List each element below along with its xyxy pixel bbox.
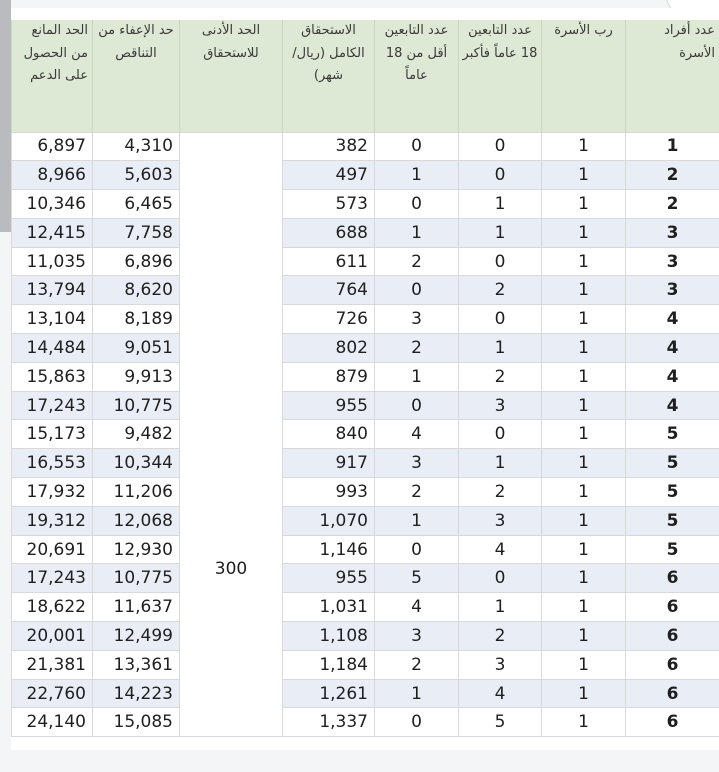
cell-dependents-under-18: 1 xyxy=(375,161,459,190)
cell-dependents-18-plus: 5 xyxy=(459,708,542,737)
cell-household-head: 1 xyxy=(542,391,626,420)
table-row xyxy=(12,535,719,564)
table-row xyxy=(12,679,719,708)
cell-full-eligibility: 840 xyxy=(283,420,375,449)
cell-dependents-under-18: 2 xyxy=(375,247,459,276)
cell-household-head: 1 xyxy=(542,449,626,478)
cell-household-head: 1 xyxy=(542,247,626,276)
cell-max-limit: 16,553 xyxy=(12,449,93,478)
header-household-head: رب الأسرة xyxy=(542,20,626,132)
cell-family-members: 5 xyxy=(626,535,719,564)
cell-household-head: 1 xyxy=(542,506,626,535)
cell-family-members: 6 xyxy=(626,708,719,737)
cell-full-eligibility: 726 xyxy=(283,305,375,334)
cell-max-limit: 24,140 xyxy=(12,708,93,737)
table-row xyxy=(12,564,719,593)
cell-dependents-18-plus: 0 xyxy=(459,132,542,161)
cell-dependents-under-18: 0 xyxy=(375,132,459,161)
cell-family-members: 6 xyxy=(626,650,719,679)
table-row xyxy=(12,708,719,737)
cell-dependents-18-plus: 1 xyxy=(459,190,542,219)
cell-family-members: 4 xyxy=(626,391,719,420)
cell-dependents-18-plus: 0 xyxy=(459,305,542,334)
cell-household-head: 1 xyxy=(542,564,626,593)
cell-full-eligibility: 382 xyxy=(283,132,375,161)
table-row xyxy=(12,190,719,219)
cell-dependents-18-plus: 2 xyxy=(459,622,542,651)
cell-max-limit: 17,932 xyxy=(12,478,93,507)
cell-dependents-under-18: 0 xyxy=(375,708,459,737)
cell-family-members: 6 xyxy=(626,564,719,593)
cell-dependents-under-18: 2 xyxy=(375,650,459,679)
cell-family-members: 4 xyxy=(626,362,719,391)
header-dependents-under-18: عدد التابعين أقل من 18 عاماً xyxy=(375,20,459,132)
table-row xyxy=(12,161,719,190)
cell-exemption-limit: 10,344 xyxy=(93,449,180,478)
cell-max-limit: 19,312 xyxy=(12,506,93,535)
cell-dependents-18-plus: 1 xyxy=(459,449,542,478)
cell-max-limit: 13,104 xyxy=(12,305,93,334)
cell-household-head: 1 xyxy=(542,478,626,507)
cell-family-members: 5 xyxy=(626,449,719,478)
cell-exemption-limit: 8,620 xyxy=(93,276,180,305)
table-body xyxy=(12,132,719,737)
cell-family-members: 6 xyxy=(626,622,719,651)
cell-dependents-under-18: 5 xyxy=(375,564,459,593)
cell-dependents-18-plus: 0 xyxy=(459,564,542,593)
cell-exemption-limit: 12,068 xyxy=(93,506,180,535)
cell-dependents-under-18: 1 xyxy=(375,218,459,247)
cell-max-limit: 8,966 xyxy=(12,161,93,190)
table-row xyxy=(12,305,719,334)
cell-household-head: 1 xyxy=(542,132,626,161)
cell-dependents-18-plus: 2 xyxy=(459,362,542,391)
cell-exemption-limit: 11,206 xyxy=(93,478,180,507)
cell-full-eligibility: 497 xyxy=(283,161,375,190)
cell-household-head: 1 xyxy=(542,190,626,219)
cell-household-head: 1 xyxy=(542,276,626,305)
cell-family-members: 3 xyxy=(626,247,719,276)
cell-exemption-limit: 4,310 xyxy=(93,132,180,161)
table-row xyxy=(12,218,719,247)
cell-max-limit: 17,243 xyxy=(12,391,93,420)
table-row xyxy=(12,391,719,420)
document-sheet xyxy=(11,8,719,750)
cell-min-eligibility: 300 xyxy=(180,132,283,737)
cell-full-eligibility: 1,261 xyxy=(283,679,375,708)
cell-household-head: 1 xyxy=(542,305,626,334)
table-row xyxy=(12,650,719,679)
cell-max-limit: 11,035 xyxy=(12,247,93,276)
header-min-eligibility: الحد الأدنى للاستحقاق xyxy=(180,20,283,132)
cell-dependents-18-plus: 3 xyxy=(459,506,542,535)
cell-exemption-limit: 5,603 xyxy=(93,161,180,190)
cell-full-eligibility: 1,337 xyxy=(283,708,375,737)
header-max-limit: الحد المانع من الحصول على الدعم xyxy=(12,20,93,132)
cell-household-head: 1 xyxy=(542,535,626,564)
cell-dependents-under-18: 0 xyxy=(375,535,459,564)
cell-dependents-under-18: 2 xyxy=(375,334,459,363)
cell-family-members: 4 xyxy=(626,305,719,334)
cell-max-limit: 17,243 xyxy=(12,564,93,593)
cell-exemption-limit: 6,465 xyxy=(93,190,180,219)
cell-family-members: 5 xyxy=(626,420,719,449)
cell-household-head: 1 xyxy=(542,334,626,363)
cell-household-head: 1 xyxy=(542,420,626,449)
header-row xyxy=(12,20,719,132)
cell-full-eligibility: 1,146 xyxy=(283,535,375,564)
cell-family-members: 3 xyxy=(626,276,719,305)
cell-household-head: 1 xyxy=(542,362,626,391)
cell-max-limit: 10,346 xyxy=(12,190,93,219)
cell-family-members: 4 xyxy=(626,334,719,363)
cell-full-eligibility: 993 xyxy=(283,478,375,507)
cell-max-limit: 21,381 xyxy=(12,650,93,679)
cell-full-eligibility: 573 xyxy=(283,190,375,219)
cell-exemption-limit: 13,361 xyxy=(93,650,180,679)
cell-max-limit: 6,897 xyxy=(12,132,93,161)
cell-family-members: 6 xyxy=(626,593,719,622)
table-row xyxy=(12,622,719,651)
cell-household-head: 1 xyxy=(542,650,626,679)
cell-exemption-limit: 12,930 xyxy=(93,535,180,564)
cell-dependents-under-18: 1 xyxy=(375,506,459,535)
left-edge-strip xyxy=(0,0,11,232)
cell-exemption-limit: 12,499 xyxy=(93,622,180,651)
table-header xyxy=(12,20,719,132)
cell-dependents-18-plus: 3 xyxy=(459,391,542,420)
table-row xyxy=(12,276,719,305)
table-row xyxy=(12,334,719,363)
cell-household-head: 1 xyxy=(542,622,626,651)
header-exemption-limit: حد الإعفاء من التناقص xyxy=(93,20,180,132)
cell-dependents-under-18: 0 xyxy=(375,190,459,219)
cell-dependents-18-plus: 0 xyxy=(459,420,542,449)
cell-dependents-18-plus: 3 xyxy=(459,650,542,679)
cell-dependents-under-18: 1 xyxy=(375,679,459,708)
cell-max-limit: 12,415 xyxy=(12,218,93,247)
cell-household-head: 1 xyxy=(542,593,626,622)
table-row xyxy=(12,420,719,449)
cell-household-head: 1 xyxy=(542,708,626,737)
cell-max-limit: 20,001 xyxy=(12,622,93,651)
cell-family-members: 1 xyxy=(626,132,719,161)
cell-family-members: 3 xyxy=(626,218,719,247)
cell-exemption-limit: 9,482 xyxy=(93,420,180,449)
cell-household-head: 1 xyxy=(542,218,626,247)
cell-max-limit: 22,760 xyxy=(12,679,93,708)
cell-full-eligibility: 1,031 xyxy=(283,593,375,622)
table-row xyxy=(12,132,719,161)
cell-dependents-under-18: 3 xyxy=(375,305,459,334)
cell-max-limit: 15,173 xyxy=(12,420,93,449)
cell-exemption-limit: 8,189 xyxy=(93,305,180,334)
cell-dependents-under-18: 3 xyxy=(375,622,459,651)
cell-full-eligibility: 1,184 xyxy=(283,650,375,679)
cell-dependents-under-18: 4 xyxy=(375,593,459,622)
cell-full-eligibility: 955 xyxy=(283,391,375,420)
cell-dependents-18-plus: 1 xyxy=(459,593,542,622)
cell-exemption-limit: 11,637 xyxy=(93,593,180,622)
table-row xyxy=(12,593,719,622)
table-row xyxy=(12,506,719,535)
header-family-members: عدد أفراد الأسرة xyxy=(626,20,719,132)
cell-dependents-18-plus: 2 xyxy=(459,276,542,305)
cell-exemption-limit: 10,775 xyxy=(93,564,180,593)
header-dependents-18-plus: عدد التابعين 18 عاماً فأكبر xyxy=(459,20,542,132)
benefits-table xyxy=(11,20,719,737)
cell-full-eligibility: 802 xyxy=(283,334,375,363)
cell-full-eligibility: 917 xyxy=(283,449,375,478)
table-row xyxy=(12,478,719,507)
cell-dependents-18-plus: 4 xyxy=(459,535,542,564)
cell-dependents-18-plus: 2 xyxy=(459,478,542,507)
cell-full-eligibility: 1,108 xyxy=(283,622,375,651)
cell-max-limit: 15,863 xyxy=(12,362,93,391)
cell-dependents-18-plus: 4 xyxy=(459,679,542,708)
cell-exemption-limit: 9,051 xyxy=(93,334,180,363)
cell-dependents-18-plus: 1 xyxy=(459,334,542,363)
cell-max-limit: 20,691 xyxy=(12,535,93,564)
cell-full-eligibility: 611 xyxy=(283,247,375,276)
table-row xyxy=(12,362,719,391)
cell-family-members: 6 xyxy=(626,679,719,708)
cell-exemption-limit: 14,223 xyxy=(93,679,180,708)
table-row xyxy=(12,247,719,276)
cell-exemption-limit: 10,775 xyxy=(93,391,180,420)
cell-full-eligibility: 1,070 xyxy=(283,506,375,535)
cell-dependents-18-plus: 0 xyxy=(459,161,542,190)
header-full-eligibility: الاستحقاق الكامل (ريال/شهر) xyxy=(283,20,375,132)
cell-dependents-under-18: 0 xyxy=(375,276,459,305)
cell-dependents-under-18: 4 xyxy=(375,420,459,449)
cell-household-head: 1 xyxy=(542,679,626,708)
cell-full-eligibility: 688 xyxy=(283,218,375,247)
cell-max-limit: 18,622 xyxy=(12,593,93,622)
cell-family-members: 5 xyxy=(626,506,719,535)
cell-family-members: 5 xyxy=(626,478,719,507)
cell-exemption-limit: 7,758 xyxy=(93,218,180,247)
cell-exemption-limit: 15,085 xyxy=(93,708,180,737)
cell-full-eligibility: 955 xyxy=(283,564,375,593)
cell-max-limit: 14,484 xyxy=(12,334,93,363)
cell-exemption-limit: 6,896 xyxy=(93,247,180,276)
cell-dependents-18-plus: 0 xyxy=(459,247,542,276)
cell-household-head: 1 xyxy=(542,161,626,190)
cell-max-limit: 13,794 xyxy=(12,276,93,305)
cell-dependents-under-18: 3 xyxy=(375,449,459,478)
cell-dependents-18-plus: 1 xyxy=(459,218,542,247)
cell-full-eligibility: 879 xyxy=(283,362,375,391)
cell-exemption-limit: 9,913 xyxy=(93,362,180,391)
cell-family-members: 2 xyxy=(626,190,719,219)
cell-dependents-under-18: 2 xyxy=(375,478,459,507)
cell-family-members: 2 xyxy=(626,161,719,190)
table-row xyxy=(12,449,719,478)
cell-full-eligibility: 764 xyxy=(283,276,375,305)
cell-dependents-under-18: 1 xyxy=(375,362,459,391)
cell-dependents-under-18: 0 xyxy=(375,391,459,420)
